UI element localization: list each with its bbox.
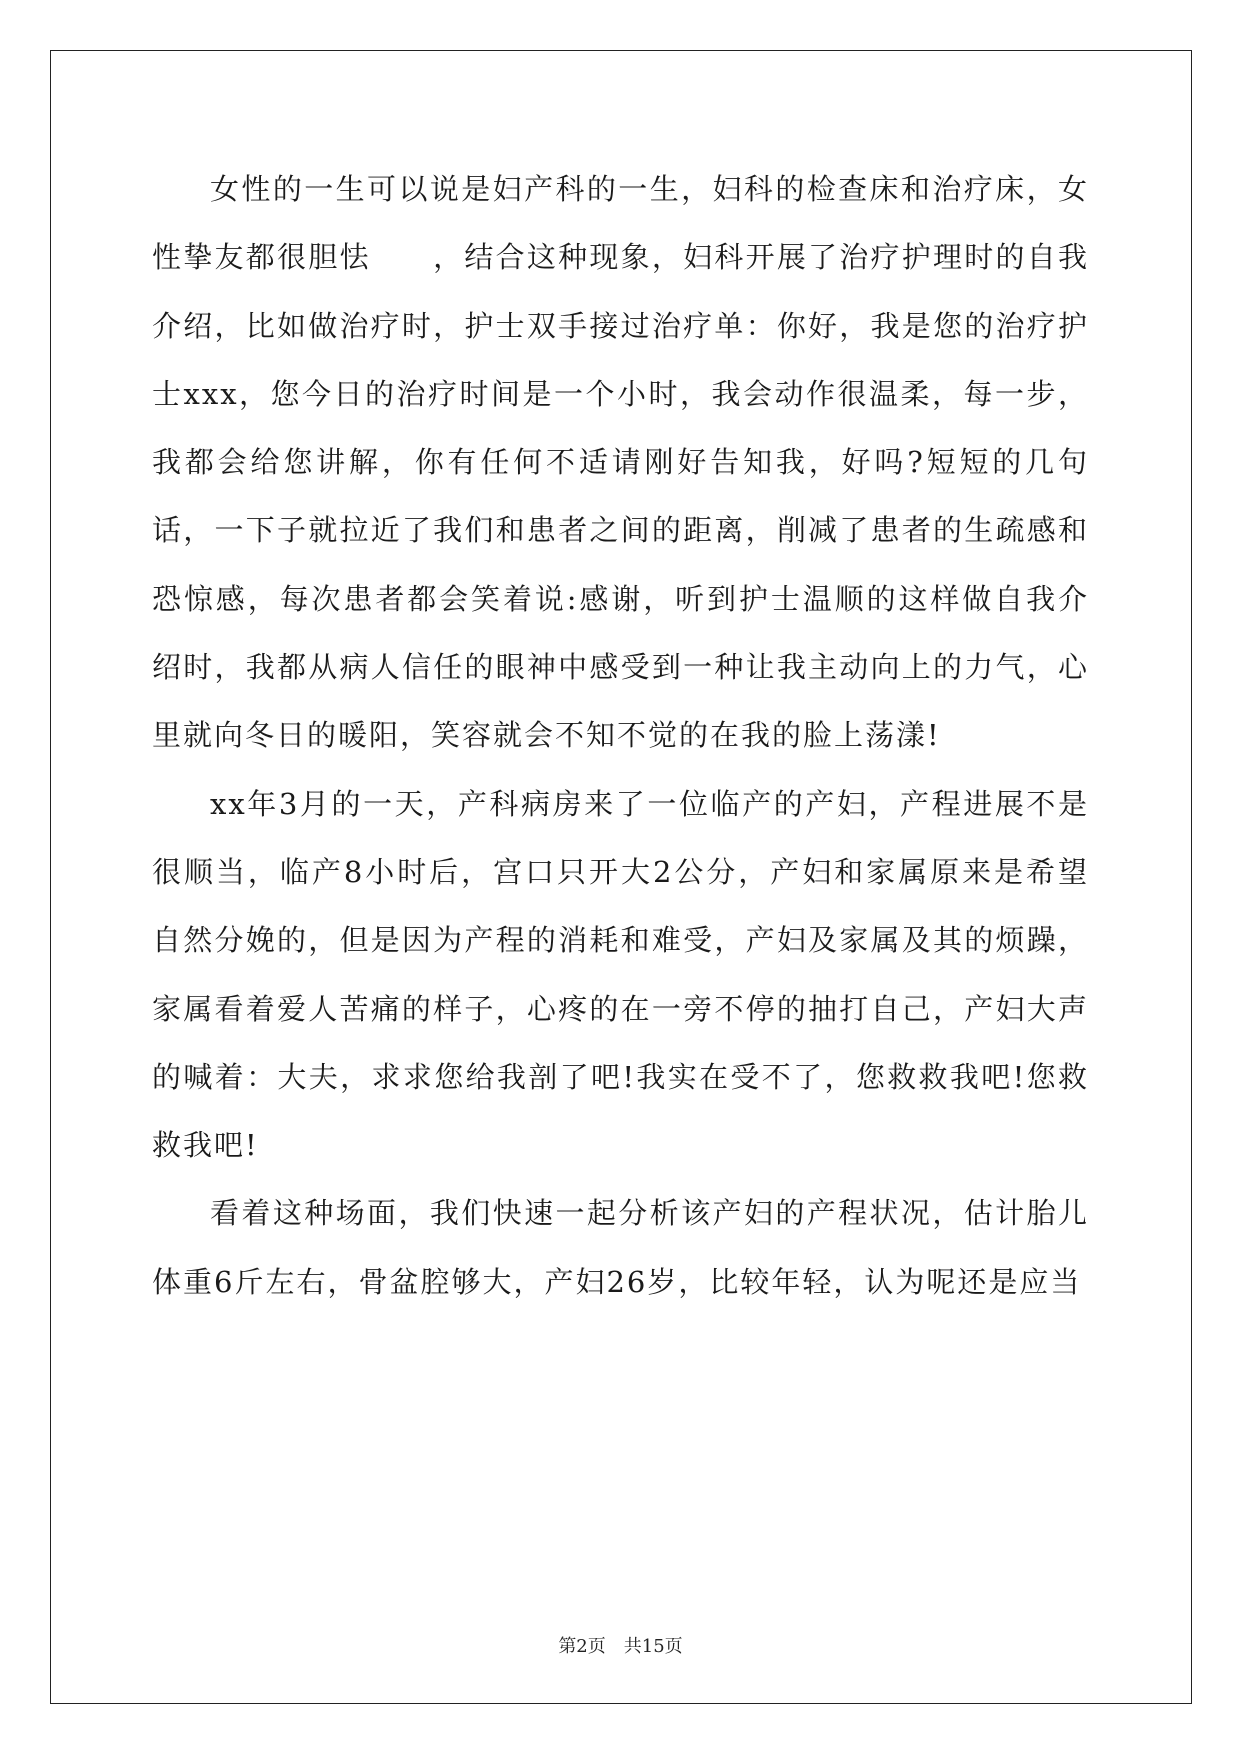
- page-number: 第2页 共15页: [558, 1636, 683, 1657]
- paragraph: 女性的一生可以说是妇产科的一生，妇科的检查床和治疗床，女性挚友都很胆怯 ，结合这种现象，妇科开展了治疗护理时的自我介绍，比如做治疗时，护士双手接过治疗单：你好，我是您的治疗护士xxx，您今日的治疗时间是一个小时，我会动作很温柔，每一步，我都会给您讲解，你有任何不适请刚好告知我，好吗?短短的几句话，一下子就拉近了我们和患者之间的距离，削减了患者的生疏感和恐惊感，每次患者都会笑着说:感谢，听到护士温顺的这样做自我介绍时，我都从病人信任的眼神中感受到一种让我主动向上的力气，心里就向冬日的暖阳，笑容就会不知不觉的在我的脸上荡漾!: [152, 172, 1089, 753]
- paragraph: xx年3月的一天，产科病房来了一位临产的产妇，产程进展不是很顺当，临产8小时后，宫口只开大2公分，产妇和家属原来是希望自然分娩的，但是因为产程的消耗和难受，产妇及家属及其的烦躁，家属看着爱人苦痛的样子，心疼的在一旁不停的抽打自己，产妇大声的喊着：大夫，求求您给我剖了吧!我实在受不了，您救救我吧!您救救我吧!: [152, 786, 1089, 1163]
- page-footer: [0, 1632, 1241, 1658]
- document-body: [152, 155, 1089, 1316]
- paragraph: 看着这种场面，我们快速一起分析该产妇的产程状况，估计胎儿体重6斤左右，骨盆腔够大，产妇26岁，比较年轻，认为呢还是应当: [152, 1196, 1089, 1299]
